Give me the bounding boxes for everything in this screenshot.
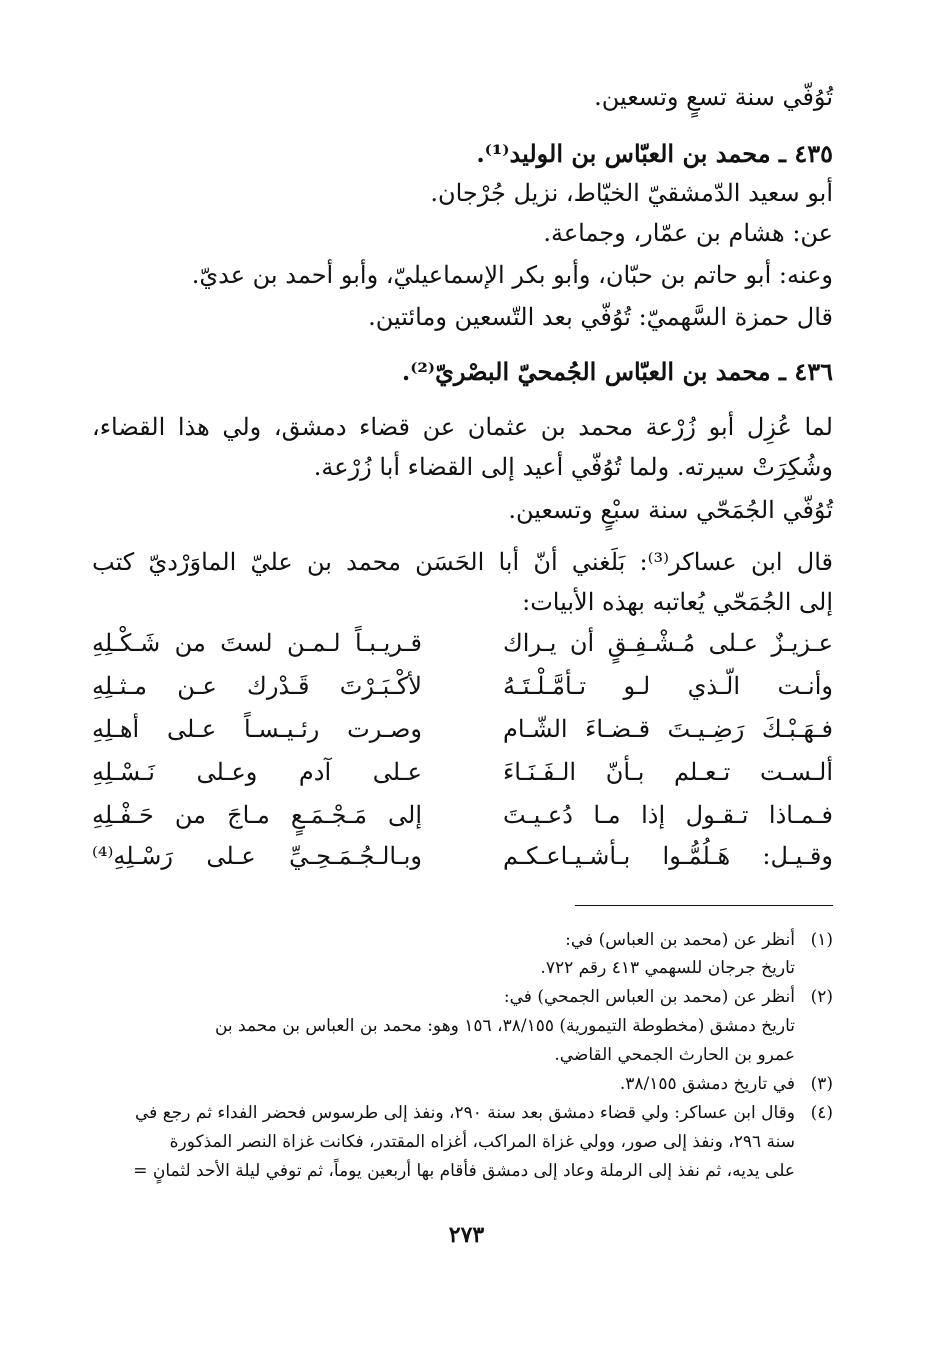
- footnote-text: تاريخ جرجان للسهمي ٤١٣ رقم ٧٢٢.: [540, 958, 795, 978]
- text-line: إلى الجُمَحّي يُعاتبه بهذه الأبيات:: [522, 588, 833, 616]
- poem-verse: [92, 666, 833, 706]
- verse-first-hemistich: عـزيـزٌ عـلى مُـشْـفِـقٍ أن يـراك: [503, 629, 833, 657]
- footnote-text: وقال ابن عساكر: ولي قضاء دمشق بعد سنة ٢٩٠، ونفذ إلى طرسوس فحضر الفداء ثم رجع في: [135, 1103, 795, 1123]
- footnote-text: سنة ٢٩٦، ونفذ إلى صور، وولي غزاة المراكب، أغزاه المقتدر، فكانت غزاة النصر المذكورة: [169, 1132, 795, 1152]
- text-line: وعنه: أبو حاتم بن حبّان، وأبو بكر الإسماعيليّ، وأبو أحمد بن عديّ.: [191, 261, 833, 289]
- footnote-line: [92, 953, 833, 983]
- verse-second-hemistich: عـلى آدم وعـلى نَـسْـلِهِ: [92, 758, 422, 786]
- text-line: قال حمزة السَّهميّ: تُوُفّي بعد التّسعين ومائتين.: [368, 303, 833, 331]
- text-line: تُوُفّي سنة تسعٍ وتسعين.: [594, 83, 833, 111]
- verse-second-hemistich: إلى مَـجْـمَـعٍ مـاجَ من حَـفْـلِهِ: [92, 801, 422, 829]
- verse-first-hemistich: وأنـت الّـذي لـو تـأمَّـلْـتَـهُ: [503, 672, 833, 700]
- footnote-3: [92, 1069, 833, 1099]
- footnote-number: (٣): [810, 1074, 833, 1094]
- footnote-text: تاريخ دمشق (مخطوطة التيمورية) ٣٨/١٥٥، ١٥٦ وهو: محمد بن العباس بن محمد بن: [214, 1016, 795, 1036]
- page-number: ٢٧٣: [448, 1222, 485, 1248]
- verse-first-hemistich: وقـيـل: هَـلُمُّـوا بـأشـيـاعـكـم: [503, 842, 833, 870]
- text-line: أبو سعيد الدّمشقيّ الخيّاط، نزيل جُرْجان.: [430, 179, 833, 207]
- text-line: لما عُزِل أبو زُرْعة محمد بن عثمان عن قضاء دمشق، ولي هذا القضاء،: [92, 413, 833, 441]
- footnote-2: [92, 982, 833, 1012]
- verse-second-hemistich: وصـرت رئـيـسـاً عـلى أهـلِهِ: [92, 715, 422, 743]
- verse-first-hemistich: ألـسـت تـعـلم بـأنّ الـفَـنَـاءَ: [503, 758, 833, 786]
- poem-verse: [92, 836, 833, 876]
- footnote-text: في تاريخ دمشق ٣٨/١٥٥.: [619, 1074, 795, 1094]
- footnote-line: [92, 1011, 833, 1041]
- entry-title: ٤٣٥ ـ محمد بن العبّاس بن الوليد⁽¹⁾.: [476, 139, 833, 168]
- footnote-text: أنظر عن (محمد بن العباس الجمحي) في:: [503, 987, 795, 1007]
- verse-second-hemistich: قـريـبـاً لـمـن لستَ من شَـكْـلِهِ: [92, 629, 422, 657]
- verse-second-hemistich: وبـالـجُـمَـحِـيِّ عـلى رَسْـلِهِ⁽⁴⁾: [92, 842, 422, 870]
- footnote-text: أنظر عن (محمد بن العباس) في:: [565, 930, 795, 950]
- footnote-line: [92, 1156, 833, 1186]
- footnote-number: (١): [810, 930, 833, 950]
- text-line: قال ابن عساكر⁽³⁾: بَلَغني أنّ أبا الحَسَن محمد بن عليّ الماوَرْديّ كتب: [92, 548, 834, 576]
- footnote-separator: [575, 905, 833, 906]
- verse-first-hemistich: فـمـاذا تـقـول إذا مـا دُعـيـتَ: [503, 801, 833, 829]
- poem-verse: [92, 795, 833, 835]
- poem-verse: [92, 752, 833, 792]
- verse-first-hemistich: فـهَـبْـكَ رَضِـيـتَ قـضـاءَ الشّـام: [503, 715, 833, 743]
- footnote-text: عمرو بن الحارث الجمحي القاضي.: [554, 1045, 795, 1065]
- footnote-1: [92, 925, 833, 955]
- verse-second-hemistich: لأكْـبَـرْتَ قَـدْرك عـن مـثـلِهِ: [92, 672, 422, 700]
- footnote-4: [92, 1098, 833, 1128]
- footnote-text: على يديه، ثم نفذ إلى الرملة وعاد إلى دمشق فأقام بها أربعين يوماً، ثم توفي ليلة الأحد لثمانٍ =: [133, 1161, 795, 1181]
- entry-title: ٤٣٦ ـ محمد بن العبّاس الجُمحيّ البصْريّ⁽²⁾.: [401, 357, 833, 386]
- entry-435-title: [92, 137, 833, 171]
- entry-436-title: [92, 355, 833, 389]
- text-line: تُوُفّي الجُمَحّي سنة سبْعٍ وتسعين.: [508, 496, 833, 524]
- footnote-number: (٢): [810, 987, 833, 1007]
- footnote-number: (٤): [810, 1103, 833, 1123]
- text-line: عن: هشام بن عمّار، وجماعة.: [543, 219, 833, 247]
- footnote-line: [92, 1127, 833, 1157]
- footnote-line: [92, 1040, 833, 1070]
- poem-verse: [92, 709, 833, 749]
- text-line: وشُكِرَتْ سيرته. ولما تُوُفّي أعيد إلى القضاء أبا زُرْعة.: [313, 453, 833, 481]
- poem-verse: [92, 623, 833, 663]
